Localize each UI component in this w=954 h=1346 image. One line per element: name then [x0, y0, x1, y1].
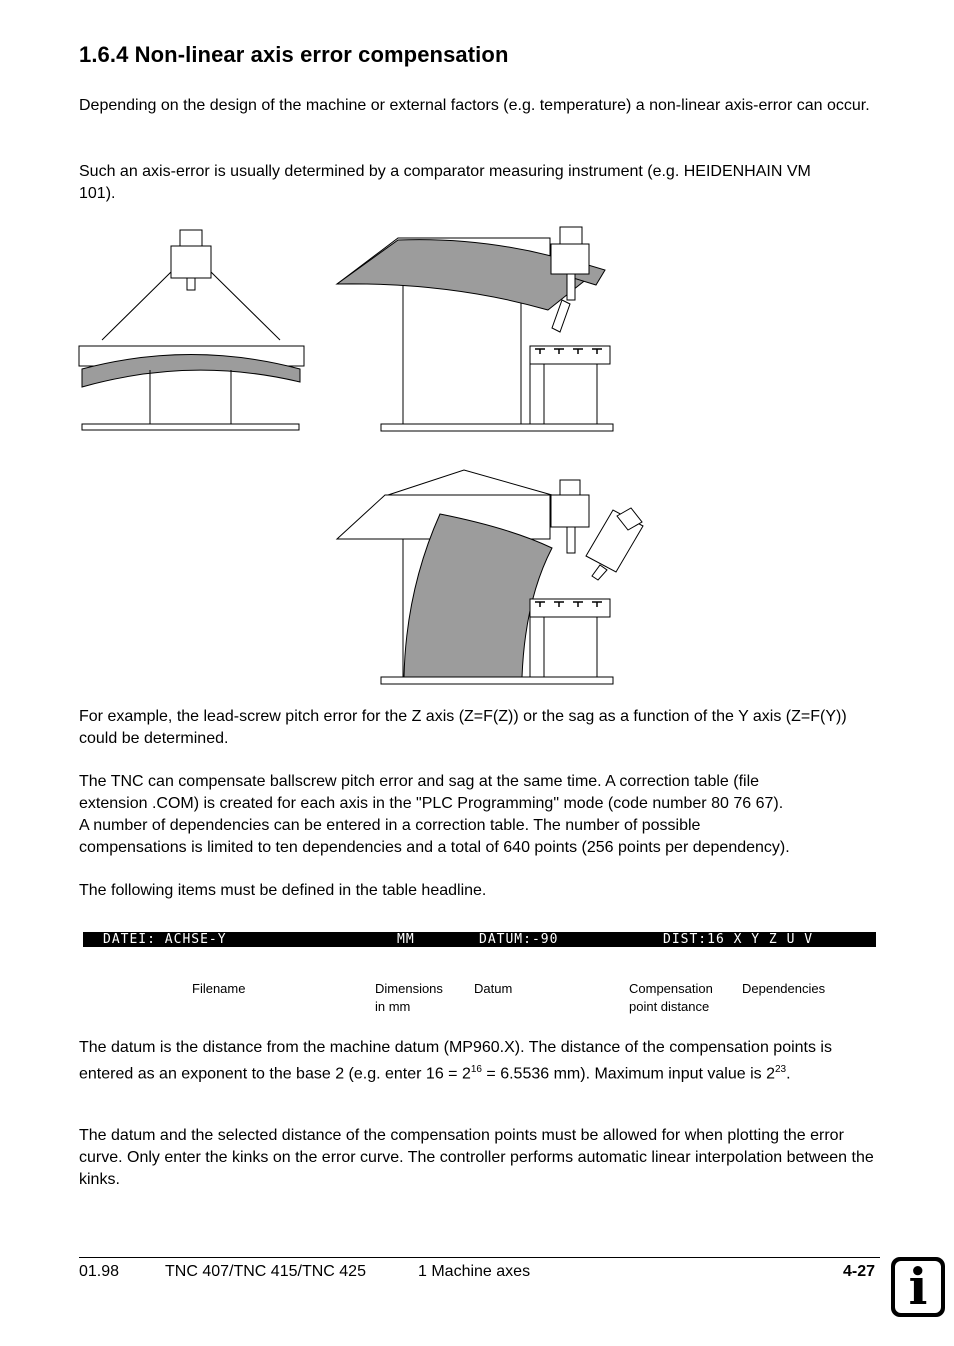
headline-filename: DATEI: ACHSE-Y — [103, 932, 227, 947]
body-paragraph-4 — [79, 771, 790, 859]
figure-beam-sag — [79, 230, 304, 430]
label-line: Dimensions — [375, 981, 443, 996]
label-line: Compensation — [629, 981, 713, 996]
table-headline-bar — [83, 932, 876, 947]
p4-line: A number of dependencies can be entered in a correction table. The number of possible — [79, 817, 701, 834]
label-compensation — [629, 980, 713, 1016]
p6-text-b: = 6.5536 mm). Maximum input value is 2 — [481, 1065, 775, 1083]
footer-page-number: 4-27 — [843, 1263, 876, 1280]
footer-models: TNC 407/TNC 415/TNC 425 — [165, 1263, 366, 1280]
label-dimensions — [375, 980, 443, 1016]
info-icon-letter: i — [908, 1257, 928, 1316]
p6-exponent-2: 23 — [774, 1064, 787, 1075]
p6-text-c: . — [786, 1065, 791, 1083]
figure-column-deflection — [337, 227, 613, 431]
body-paragraph-7: The datum and the selected distance of the compensation points must be allowed for when plotting the error curve. Only enter the kinks on the error curve. The controller performs automatic linear interpolation between the kinks. — [79, 1127, 874, 1188]
intro-paragraph-1: Depending on the design of the machine or external factors (e.g. temperature) a non-linear axis-error can occur. — [79, 97, 870, 114]
p4-line: compensations is limited to ten dependencies and a total of 640 points (256 points per dependency). — [79, 839, 790, 856]
p4-line: The TNC can compensate ballscrew pitch error and sag at the same time. A correction table (file — [79, 773, 760, 790]
body-paragraph-5: The following items must be defined in the table headline. — [79, 882, 487, 899]
info-icon-inner — [895, 1257, 941, 1316]
p4-line: extension .COM) is created for each axis in the "PLC Programming" mode (code number 80 76 67). — [79, 795, 784, 812]
p6-text-a: The datum is the distance from the machine datum (MP960.X). The distance of the compensation points is entered as an exponent to the base 2 (e.g. enter 16 = 2 — [79, 1039, 832, 1083]
label-line: point distance — [629, 999, 710, 1014]
footer-date: 01.98 — [79, 1263, 120, 1280]
headline-datum: DATUM:-90 — [479, 932, 559, 947]
label-line: in mm — [375, 999, 411, 1014]
label-dependencies: Dependencies — [742, 981, 826, 996]
p6-exponent-1: 16 — [470, 1064, 482, 1075]
label-datum: Datum — [474, 981, 513, 996]
footer-chapter: 1 Machine axes — [418, 1263, 531, 1280]
body-paragraph-6 — [79, 1037, 869, 1085]
info-icon[interactable] — [891, 1257, 945, 1317]
figure-combined-error — [337, 470, 643, 684]
intro-paragraph-2: Such an axis-error is usually determined by a comparator measuring instrument (e.g. HEIDENHAIN VM 101). — [79, 163, 811, 202]
section-heading: 1.6.4 Non-linear axis error compensation — [79, 42, 509, 67]
footer-rule — [79, 1257, 880, 1258]
headline-dist: DIST:16 X Y Z U V — [663, 932, 814, 947]
headline-unit: MM — [397, 932, 415, 947]
body-paragraph-3: For example, the lead-screw pitch error for the Z axis (Z=F(Z)) or the sag as a function of the Y axis (Z=F(Y)) could be determined. — [79, 708, 847, 747]
label-filename: Filename — [192, 981, 246, 996]
